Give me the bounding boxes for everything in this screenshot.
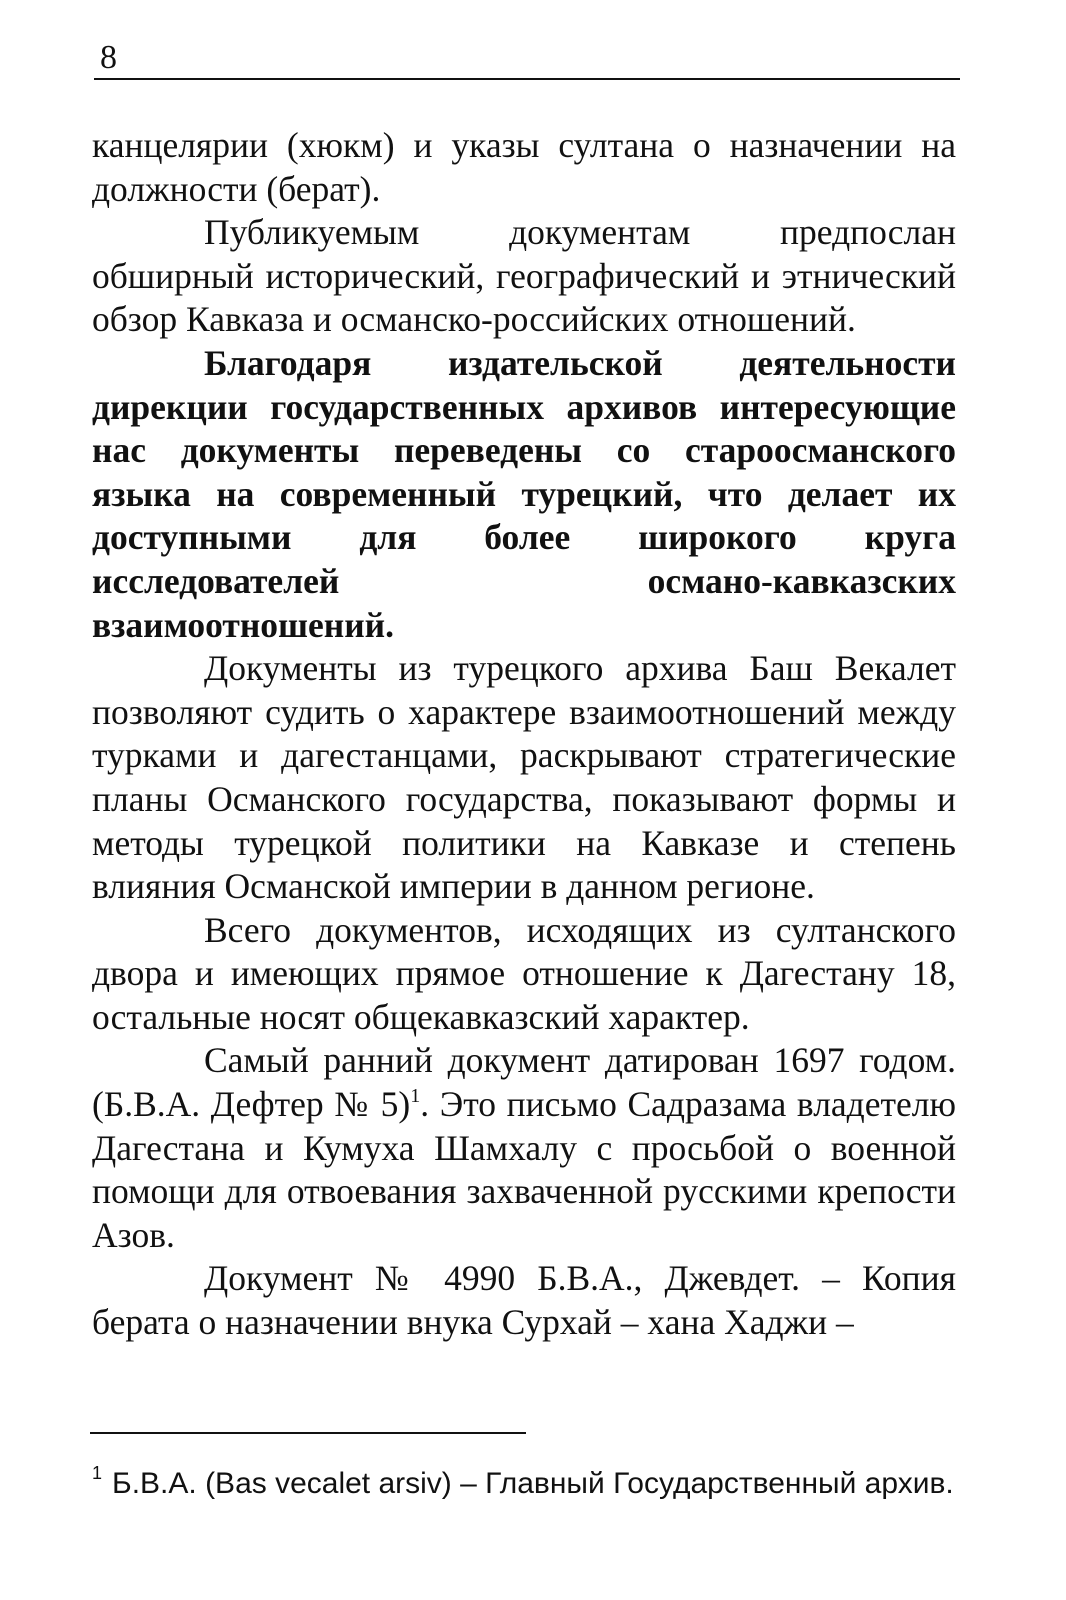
header-rule xyxy=(94,78,960,80)
footnote-text: Б.В.А. (Bas vecalet arsiv) – Главный Государственный архив. xyxy=(112,1467,954,1500)
paragraph-7: Документ № 4990 Б.В.А., Джевдет. – Копия берата о назначении внука Сурхай – хана Хаджи – xyxy=(92,1258,956,1343)
paragraph-2: Публикуемым документам предпослан обширный исторический, географический и этнический обзор Кавказа и османско-российских отношений. xyxy=(92,212,956,340)
paragraph-4: Документы из турецкого архива Баш Векалет позволяют судить о характере взаимоотношений между турками и дагестанцами, раскрывают стратегические планы Османского государства, показывают формы и методы турецкой политики на Кавказе и степень влияния Османской империи в данном регионе. xyxy=(92,648,956,907)
footnote-rule xyxy=(90,1432,526,1434)
paragraph-5: Всего документов, исходящих из султанского двора и имеющих прямое отношение к Дагестану 18, остальные носят общекавказский характер. xyxy=(92,909,956,1037)
paragraph-1: канцелярии (хюкм) и указы султана о назначении на должности (берат). xyxy=(92,125,956,209)
paragraph-3: Благодаря издательской деятельности дирекции государственных архивов интересующие нас документы переведены со староосманского языка на современный турецкий, что делает их доступными для более широкого круга исследователей османо-кавказских взаимоотношений. xyxy=(92,342,956,645)
footnote-reference: 1 xyxy=(410,1085,421,1108)
paragraph-6 xyxy=(92,1039,956,1257)
main-text xyxy=(92,124,956,1345)
paragraph-6-before: Самый ранний документ датирован 1697 годом. (Б.В.А. Дефтер № 5) xyxy=(92,1040,956,1125)
footnote xyxy=(92,1462,954,1506)
paragraph-6-after: . Это письмо Садразама владетелю Дагестана и Кумуха Шамхалу с просьбой о военной помощи для отвоевания захваченной русскими крепости Азов. xyxy=(92,1084,956,1255)
page-number: 8 xyxy=(100,39,117,76)
footnote-mark: 1 xyxy=(92,1463,103,1483)
